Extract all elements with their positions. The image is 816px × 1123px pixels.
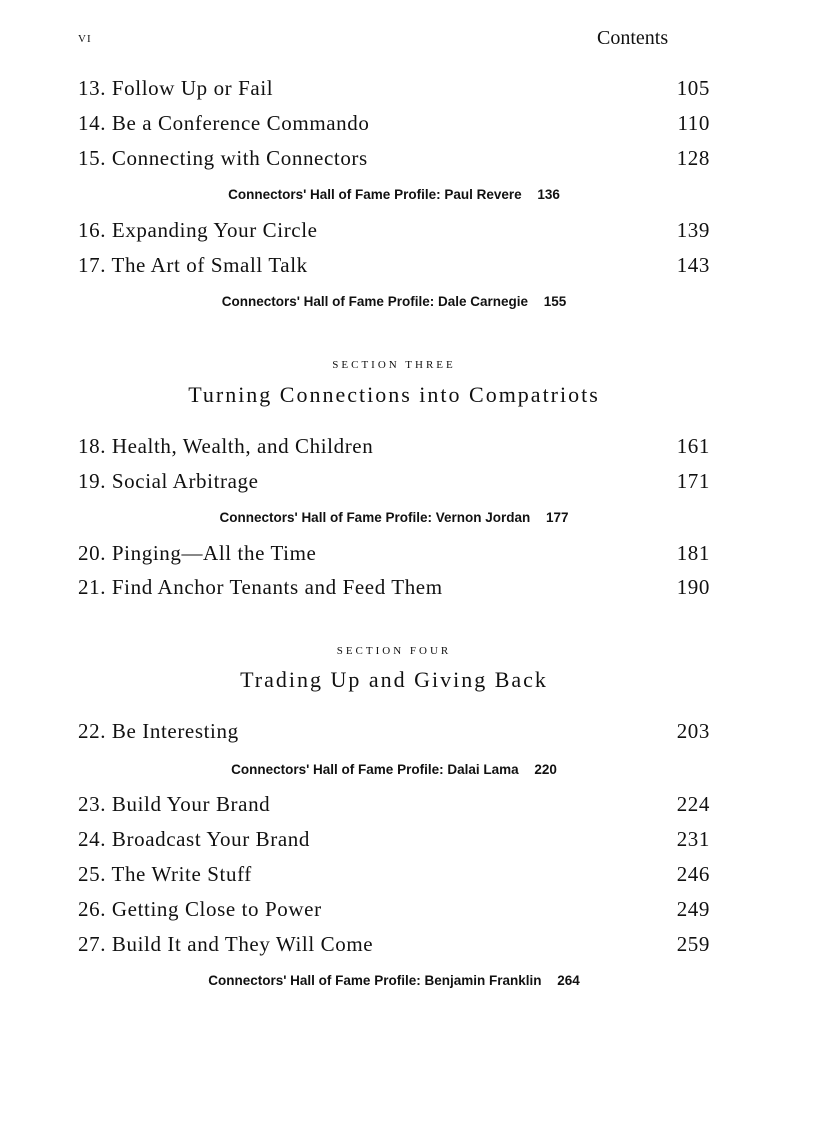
toc-entry-label: 20. Pinging—All the Time bbox=[78, 541, 317, 565]
toc-entry-label: 18. Health, Wealth, and Children bbox=[78, 434, 374, 458]
toc-entry[interactable] bbox=[78, 792, 710, 817]
toc-entry-page: 259 bbox=[676, 932, 710, 956]
toc-entry-label: 13. Follow Up or Fail bbox=[78, 76, 274, 100]
toc-entry-page: 139 bbox=[676, 218, 710, 242]
toc-entry[interactable] bbox=[78, 541, 710, 566]
toc-entry-page: 246 bbox=[676, 862, 710, 886]
profile-label: Connectors' Hall of Fame Profile: Paul Revere bbox=[228, 187, 522, 202]
profile-page: 220 bbox=[534, 762, 557, 777]
toc-entry[interactable] bbox=[78, 111, 710, 136]
toc-entry-label: 24. Broadcast Your Brand bbox=[78, 827, 310, 851]
profile-page: 264 bbox=[557, 973, 580, 988]
toc-entry-page: 190 bbox=[676, 575, 710, 599]
profile-label: Connectors' Hall of Fame Profile: Dale Carnegie bbox=[221, 294, 528, 309]
toc-entry-label: 17. The Art of Small Talk bbox=[78, 253, 308, 277]
toc-entry-label: 26. Getting Close to Power bbox=[78, 897, 322, 921]
toc-entry-label: 23. Build Your Brand bbox=[78, 792, 271, 816]
toc-entry-label: 14. Be a Conference Commando bbox=[78, 111, 370, 135]
profile-label: Connectors' Hall of Fame Profile: Vernon Jordan bbox=[219, 510, 531, 525]
toc-entry-label: 16. Expanding Your Circle bbox=[78, 218, 318, 242]
profile-label: Connectors' Hall of Fame Profile: Benjamin Franklin bbox=[208, 973, 542, 988]
profile-entry[interactable] bbox=[78, 973, 710, 988]
toc-entry-page: 161 bbox=[676, 434, 710, 458]
toc-entry[interactable] bbox=[78, 434, 710, 459]
profile-entry[interactable] bbox=[78, 294, 710, 309]
toc-entry-page: 224 bbox=[676, 792, 710, 816]
toc-entry-page: 143 bbox=[676, 253, 710, 277]
toc-entry[interactable] bbox=[78, 719, 710, 744]
toc-entry[interactable] bbox=[78, 827, 710, 852]
profile-page: 155 bbox=[543, 294, 567, 309]
toc-entry[interactable] bbox=[78, 218, 710, 243]
toc-entry-page: 128 bbox=[676, 146, 710, 170]
section-title: Trading Up and Giving Back bbox=[240, 667, 548, 692]
toc-entry-label: 27. Build It and They Will Come bbox=[78, 932, 374, 956]
toc-entry[interactable] bbox=[78, 146, 710, 171]
toc-entry-page: 203 bbox=[676, 719, 710, 743]
toc-entry-page: 249 bbox=[676, 897, 710, 921]
toc-entry-page: 181 bbox=[676, 541, 710, 565]
toc-entry-page: 171 bbox=[676, 469, 710, 493]
toc-entry-label: 15. Connecting with Connectors bbox=[78, 146, 368, 170]
toc-entry-label: 19. Social Arbitrage bbox=[78, 469, 259, 493]
toc-entry[interactable] bbox=[78, 76, 710, 101]
toc-entry[interactable] bbox=[78, 897, 710, 922]
toc-entry[interactable] bbox=[78, 862, 710, 887]
profile-entry[interactable] bbox=[78, 510, 710, 525]
toc-entry-page: 110 bbox=[677, 111, 710, 135]
section-title: Turning Connections into Compatriots bbox=[188, 382, 600, 407]
profile-entry[interactable] bbox=[78, 187, 710, 202]
toc-entry[interactable] bbox=[78, 469, 710, 494]
profile-page: 177 bbox=[546, 510, 569, 525]
section-label: SECTION FOUR bbox=[336, 645, 452, 657]
toc-entry[interactable] bbox=[78, 575, 710, 600]
running-head: Contents bbox=[597, 27, 669, 49]
profile-page: 136 bbox=[537, 187, 560, 202]
profile-entry[interactable] bbox=[78, 762, 710, 777]
toc-entry[interactable] bbox=[78, 253, 710, 278]
page-folio: VI bbox=[78, 33, 92, 45]
section-label: SECTION THREE bbox=[332, 359, 456, 371]
toc-entry-label: 25. The Write Stuff bbox=[78, 862, 252, 886]
toc-entry-page: 105 bbox=[676, 76, 710, 100]
toc-entry-label: 21. Find Anchor Tenants and Feed Them bbox=[78, 575, 443, 599]
toc-entry-page: 231 bbox=[676, 827, 710, 851]
profile-label: Connectors' Hall of Fame Profile: Dalai Lama bbox=[231, 762, 519, 777]
toc-entry-label: 22. Be Interesting bbox=[78, 719, 239, 743]
toc-entry[interactable] bbox=[78, 932, 710, 957]
